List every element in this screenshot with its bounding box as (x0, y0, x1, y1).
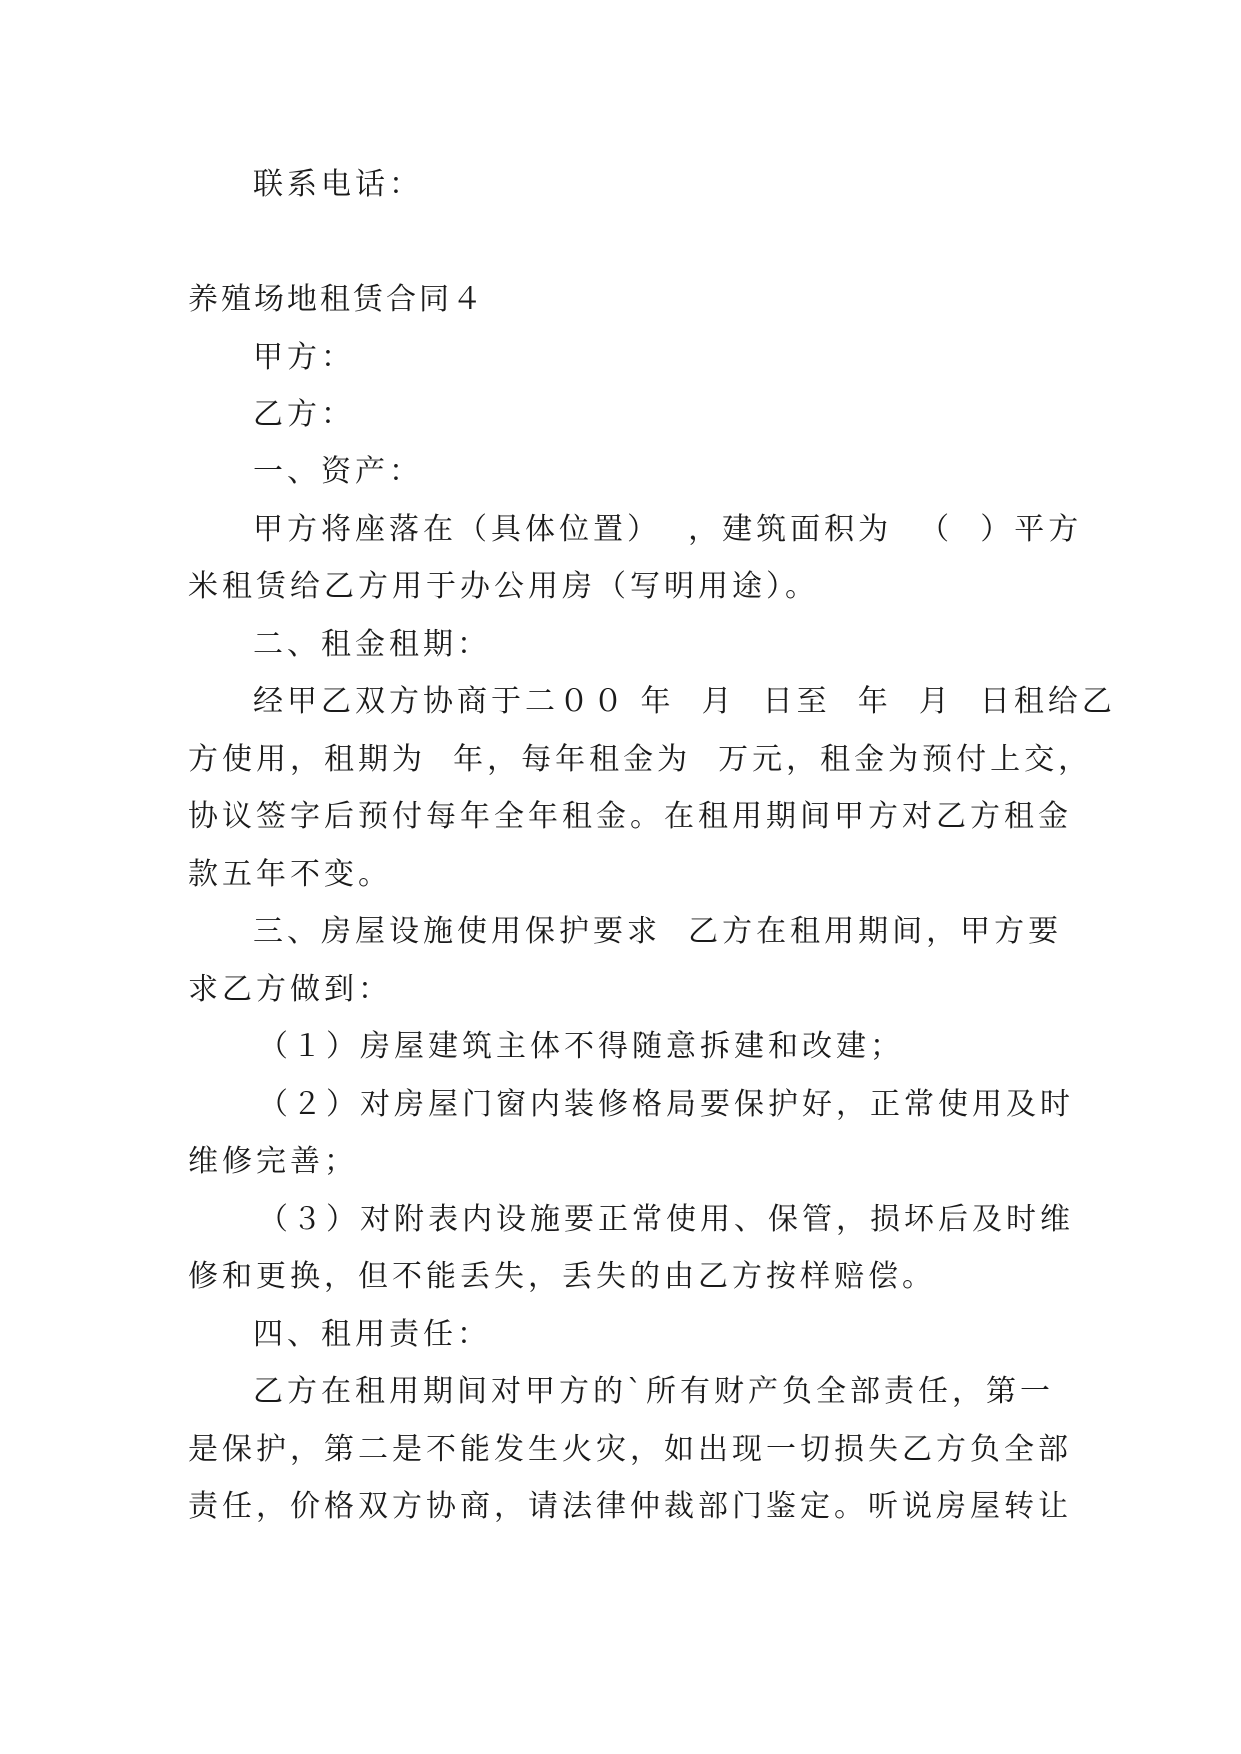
party-b-label: 乙方： (253, 397, 355, 432)
section-3-line: 求乙方做到： (188, 972, 392, 1007)
party-a-label: 甲方： (253, 340, 355, 375)
contact-phone-label: 联系电话： (253, 167, 423, 202)
requirement-item-1: （１）房屋建筑主体不得随意拆建和改建； (258, 1029, 904, 1064)
section-4-line: 是保护，第二是不能发生火灾，如出现一切损失乙方负全部 (188, 1432, 1072, 1467)
requirement-item-2: （２）对房屋门窗内装修格局要保护好，正常使用及时 (258, 1087, 1074, 1122)
section-1-line: 米租赁给乙方用于办公用房（写明用途）。 (188, 569, 819, 604)
contract-title: 养殖场地租赁合同４ (188, 282, 485, 317)
section-2-line: 经甲乙双方协商于二００ 年 月 日至 年 月 日租给乙 (253, 684, 1116, 719)
section-4-line: 责任，价格双方协商，请法律仲裁部门鉴定。听说房屋转让 (188, 1489, 1072, 1524)
section-1-line: 甲方将座落在（具体位置） ，建筑面积为 （ ）平方 (253, 512, 1083, 547)
section-2-line: 协议签字后预付每年全年租金。在租用期间甲方对乙方租金 (188, 799, 1072, 834)
requirement-item-3: （３）对附表内设施要正常使用、保管，损坏后及时维 (258, 1202, 1074, 1237)
requirement-item-2-cont: 维修完善； (188, 1144, 358, 1179)
section-2-line: 方使用，租期为 年，每年租金为 万元，租金为预付上交， (188, 742, 1093, 777)
section-2-line: 款五年不变。 (188, 857, 392, 892)
requirement-item-3-cont: 修和更换，但不能丢失，丢失的由乙方按样赔偿。 (188, 1259, 936, 1294)
section-3-line: 三、房屋设施使用保护要求 乙方在租用期间，甲方要 (253, 914, 1063, 949)
section-1-heading: 一、资产： (253, 454, 423, 489)
section-2-heading: 二、租金租期： (253, 627, 491, 662)
section-4-line: 乙方在租用期间对甲方的`所有财产负全部责任，第一 (253, 1374, 1054, 1409)
section-4-heading: 四、租用责任： (253, 1317, 491, 1352)
